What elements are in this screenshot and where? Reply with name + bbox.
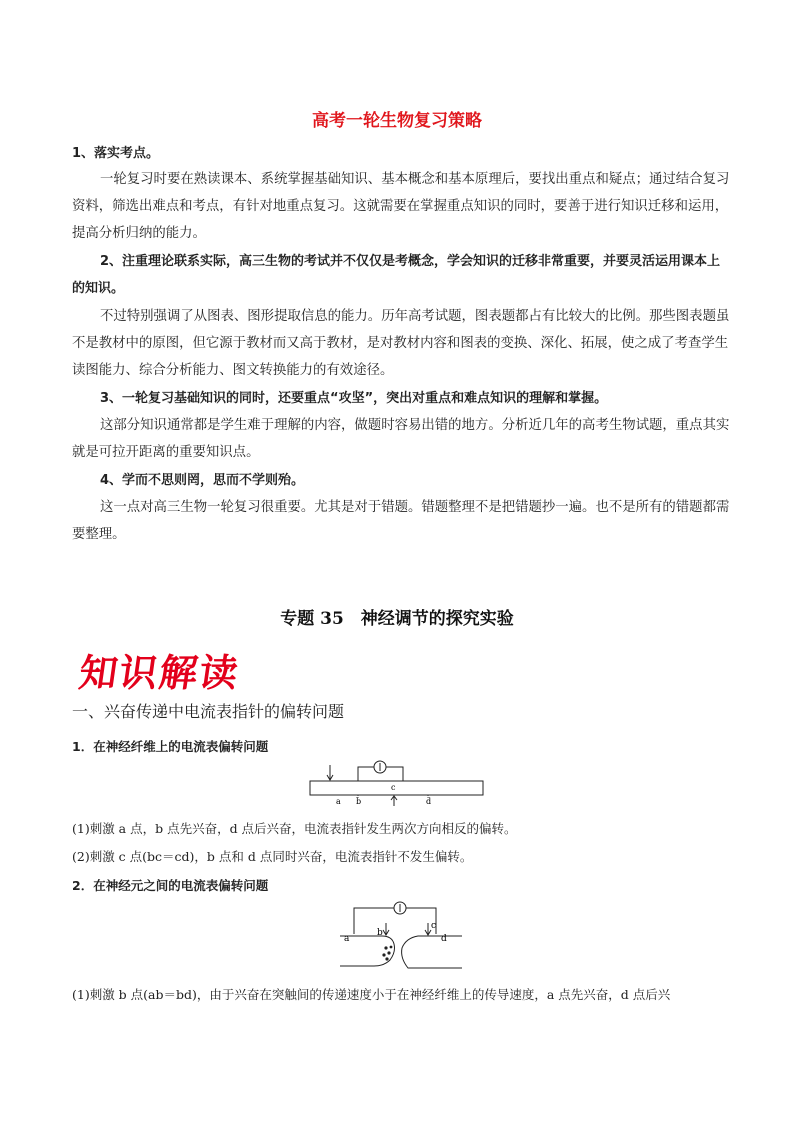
subsection-1-line-1: (1)刺激 a 点，b 点先兴奋，d 点后兴奋，电流表指针发生两次方向相反的偏转。: [72, 821, 517, 836]
subsection-2-line-1: (1)刺激 b 点(ab＝bd)，由于兴奋在突触间的传递速度小于在神经纤维上的传导速度，a 点先兴奋，d 点后兴: [72, 987, 671, 1002]
fig2-label-d: d: [441, 934, 447, 944]
fig1-label-a: a: [336, 797, 341, 806]
fig2-label-b: b: [377, 928, 383, 938]
strategy-3-heading: 3、一轮复习基础知识的同时，还要重点“攻坚”，突出对重点和难点知识的理解和掌握。: [100, 391, 608, 406]
strategy-1-heading: 1、落实考点。: [72, 146, 160, 161]
subsection-1-line-2: (2)刺激 c 点(bc＝cd)，b 点和 d 点同时兴奋，电流表指针不发生偏转。: [72, 849, 473, 864]
strategy-2-heading: 2、注重理论联系实际，高三生物的考试并不仅仅是考概念，学会知识的迁移非常重要，并要灵活运用课本上的知识。: [72, 254, 721, 296]
nerve-fiber-ammeter-diagram: [300, 757, 490, 809]
knowledge-banner: 知识解读: [76, 650, 243, 695]
subsection-2-heading: 2．在神经元之间的电流表偏转问题: [72, 878, 269, 893]
subsection-1-heading: 1．在神经纤维上的电流表偏转问题: [72, 739, 269, 754]
strategy-4-heading: 4、学而不思则罔，思而不学则殆。: [100, 473, 305, 488]
topic-title: 专题 35 神经调节的探究实验: [280, 609, 514, 629]
fig2-label-a: a: [344, 934, 350, 944]
strategy-4-body: 这一点对高三生物一轮复习很重要。尤其是对于错题。错题整理不是把错题抄一遍。也不是所有的错题都需要整理。: [72, 500, 730, 542]
strategy-3-body: 这部分知识通常都是学生难于理解的内容，做题时容易出错的地方。分析近几年的高考生物试题，重点其实就是可拉开距离的重要知识点。: [72, 418, 730, 460]
fig1-label-c: c: [391, 783, 396, 792]
fig1-label-b: b: [356, 797, 362, 806]
strategy-2-body: 不过特别强调了从图表、图形提取信息的能力。历年高考试题，图表题都占有比较大的比例。那些图表题虽不是教材中的原图，但它源于教材而又高于教材，是对教材内容和图表的变换、深化、拓展，使之成了考查学生读图能力、综合分析能力、图文转换能力的有效途径。: [72, 309, 730, 378]
fig1-label-d: d: [426, 797, 432, 806]
fig2-label-c: c: [431, 921, 437, 931]
strategy-1-body: 一轮复习时要在熟读课本、系统掌握基础知识、基本概念和基本原理后，要找出重点和疑点；通过结合复习资料，筛选出难点和考点，有针对地重点复习。这就需要在掌握重点知识的同时，要善于进行知识迁移和运用，提高分析归纳的能力。: [72, 172, 730, 241]
document-title: 高考一轮生物复习策略: [312, 111, 482, 131]
postsynaptic-neuron: [402, 936, 462, 968]
synapse-ammeter-diagram: [330, 896, 475, 976]
section-1-heading: 一、兴奋传递中电流表指针的偏转问题: [72, 702, 345, 721]
